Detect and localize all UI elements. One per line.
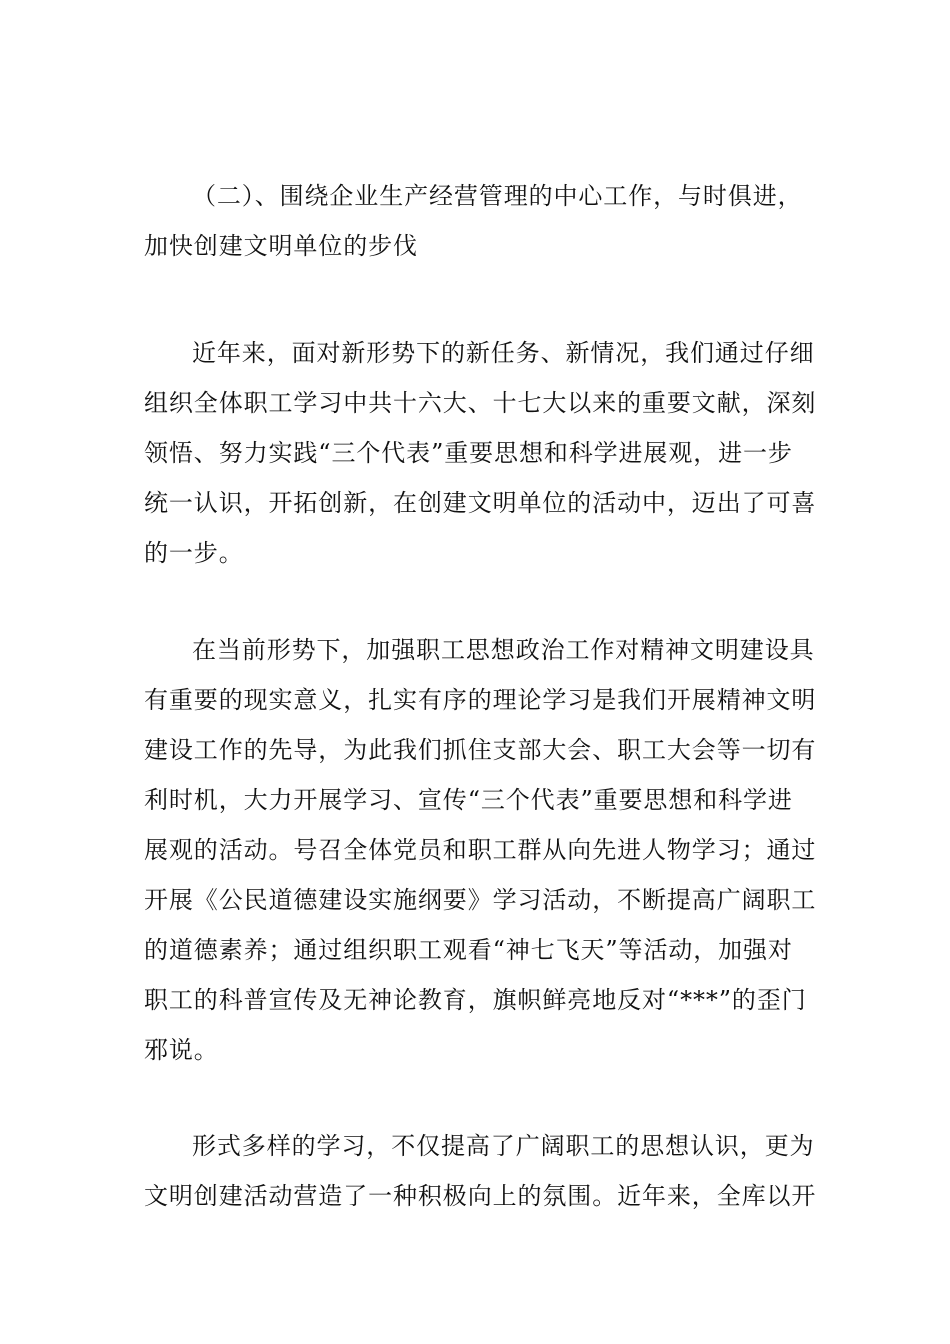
paragraph-line: 近年来，面对新形势下的新任务、新情况，我们通过仔细 [192,339,815,367]
section-heading [144,171,806,271]
paragraph-line: 开展《公民道德建设实施纲要》学习活动，不断提高广阔职工 [144,886,817,914]
paragraph-line: 邪说。 [144,1036,219,1064]
body-paragraph [144,625,817,1075]
paragraph-line: 在当前形势下，加强职工思想政治工作对精神文明建设具 [192,636,815,664]
paragraph-line: 形式多样的学习，不仅提高了广阔职工的思想认识，更为 [192,1132,815,1160]
heading-line: 加快创建文明单位的步伐 [144,232,418,260]
paragraph-line: 利时机，大力开展学习、宣传“三个代表”重要思想和科学进 [144,786,793,814]
paragraph-line: 展观的活动。号召全体党员和职工群从向先进人物学习；通过 [144,836,817,864]
paragraph-line: 有重要的现实意义，扎实有序的理论学习是我们开展精神文明 [144,686,817,714]
paragraph-line: 职工的科普宣传及无神论教育，旗帜鲜亮地反对“***”的歪门 [144,986,807,1014]
body-paragraph [144,1121,817,1221]
heading-line: （二）、围绕企业生产经营管理的中心工作，与时俱进， [192,182,803,210]
paragraph-line: 文明创建活动营造了一种积极向上的氛围。近年来，全库以开 [144,1182,817,1210]
paragraph-line: 建设工作的先导，为此我们抓住支部大会、职工大会等一切有 [144,736,817,764]
paragraph-line: 组织全体职工学习中共十六大、十七大以来的重要文献，深刻 [144,389,817,417]
paragraph-line: 的一步。 [144,539,244,567]
paragraph-line: 领悟、努力实践“三个代表”重要思想和科学进展观，进一步 [144,439,793,467]
body-paragraph [144,328,817,578]
paragraph-line: 的道德素养；通过组织职工观看“神七飞天”等活动，加强对 [144,936,793,964]
paragraph-line: 统一认识，开拓创新，在创建文明单位的活动中，迈出了可喜 [144,489,817,517]
